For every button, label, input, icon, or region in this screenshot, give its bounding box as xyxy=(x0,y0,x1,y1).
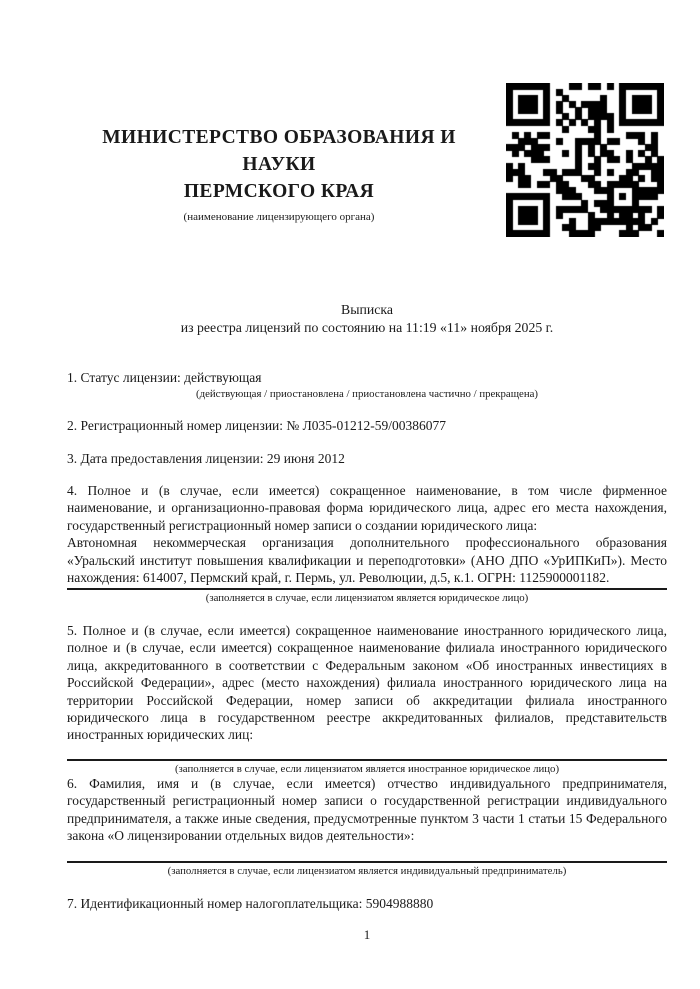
legal-entity-caption: (заполняется в случае, если лицензиатом является юридическое лицо) xyxy=(205,592,529,605)
item-taxpayer-number xyxy=(67,895,667,912)
document-title-line1: Выписка xyxy=(341,302,393,317)
item-individual-entrepreneur xyxy=(67,775,667,878)
registration-number-text: 2. Регистрационный номер лицензии: № Л035-01212-59/00386077 xyxy=(67,418,447,433)
item-license-status xyxy=(67,369,667,401)
license-date-text: 3. Дата предоставления лицензии: 29 июня 2012 xyxy=(67,451,345,466)
item-license-date xyxy=(67,450,667,467)
legal-entity-rule xyxy=(67,588,667,590)
individual-entrepreneur-caption: (заполняется в случае, если лицензиатом является индивидуальный предприниматель) xyxy=(167,864,567,877)
legal-entity-value: Автономная некоммерческая организация дополнительного профессионального образования «Уральский институт повышения квалификации и переподготовки» (АНО ДПО «УрИПКиП»). Место нахождения: 614007, Пермский край, г. Пермь, ул. Революции, д.5, к.1. ОГРН: 1125900001182. xyxy=(67,535,667,586)
foreign-entity-rule xyxy=(67,759,667,761)
individual-entrepreneur-text: 6. Фамилия, имя и (в случае, если имеется) отчество индивидуального предпринимателя, государственный регистрационный номер записи о государственной регистрации индивидуального предпринимателя, а также иные сведения, предусмотренные пунктом 3 части 1 статьи 15 Федерального закона «О лицензировании отдельных видов деятельности»: xyxy=(67,776,667,844)
page-number: 1 xyxy=(363,927,371,942)
legal-entity-text: 4. Полное и (в случае, если имеется) сокращенное наименование, в том числе фирменное наименование, и организационно-правовая форма юридического лица, адрес его места нахождения, государственный регистрационный номер записи о создании юридического лица: xyxy=(67,483,667,533)
document-title xyxy=(67,301,667,336)
license-status-text: 1. Статус лицензии: действующая xyxy=(67,370,262,385)
ministry-caption: (наименование лицензирующего органа) xyxy=(183,211,375,223)
individual-entrepreneur-rule xyxy=(67,861,667,863)
ministry-name-line2: ПЕРМСКОГО КРАЯ xyxy=(183,181,375,202)
qr-code-icon xyxy=(506,83,664,237)
ministry-header xyxy=(67,124,491,223)
item-legal-entity xyxy=(67,482,667,605)
foreign-entity-text: 5. Полное и (в случае, если имеется) сокращенное наименование иностранного юридического лица, полное и (в случае, если имеется) сокращенное наименование филиала иностранного юридического лица, аккредитованного в соответствии с Федеральным законом «Об иностранных инвестициях в Российской Федерации», адрес (место нахождения) филиала иностранного юридического лица на территории Российской Федерации, номер записи об аккредитации филиала иностранного юридического лица в государственном реестре аккредитованных филиалов, представительств иностранных юридических лиц: xyxy=(67,623,667,743)
taxpayer-number-text: 7. Идентификационный номер налогоплательщика: 5904988880 xyxy=(67,896,434,911)
license-status-caption: (действующая / приостановлена / приостановлена частично / прекращена) xyxy=(196,388,538,401)
ministry-name-line1: МИНИСТЕРСТВО ОБРАЗОВАНИЯ И НАУКИ xyxy=(102,127,456,175)
document-title-line2: из реестра лицензий по состоянию на 11:19 «11» ноября 2025 г. xyxy=(180,319,554,335)
item-registration-number xyxy=(67,417,667,434)
item-foreign-entity xyxy=(67,622,667,776)
foreign-entity-caption: (заполняется в случае, если лицензиатом является иностранное юридическое лицо) xyxy=(174,762,560,775)
